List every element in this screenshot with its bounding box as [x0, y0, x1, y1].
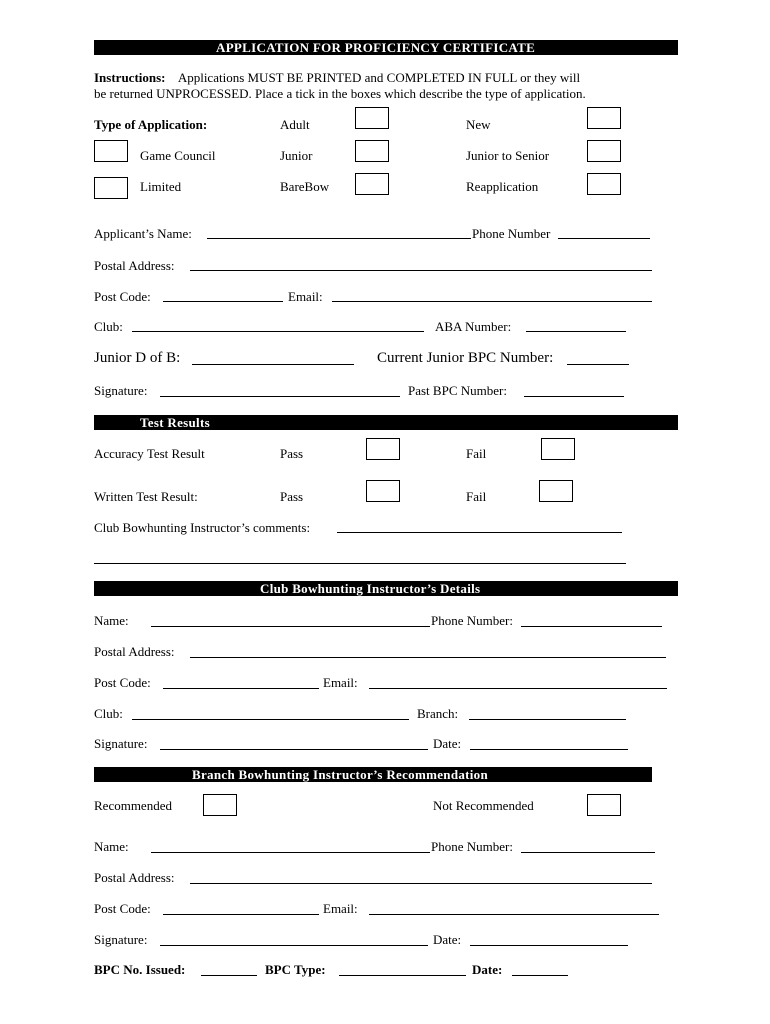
club-instructor-email-field[interactable] — [369, 688, 667, 689]
instructor-comments-field-2[interactable] — [94, 563, 626, 564]
current-junior-bpc-label: Current Junior BPC Number: — [377, 350, 554, 366]
past-bpc-field[interactable] — [524, 396, 624, 397]
option-limited-label: Limited — [140, 179, 182, 194]
branch-instructor-name-field[interactable] — [151, 852, 430, 853]
applicant-email-label: Email: — [288, 289, 323, 304]
checkbox-recommended[interactable] — [203, 794, 237, 816]
instructions-label: Instructions: — [94, 70, 166, 85]
type-of-application-label: Type of Application: — [94, 117, 208, 132]
club-instructor-branch-field[interactable] — [469, 719, 626, 720]
not-recommended-label: Not Recommended — [433, 798, 534, 813]
club-instructor-branch-label: Branch: — [417, 706, 459, 721]
written-fail-label: Fail — [466, 489, 487, 504]
branch-instructor-phone-label: Phone Number: — [431, 839, 513, 854]
applicant-phone-label: Phone Number — [472, 226, 551, 241]
branch-instructor-name-label: Name: — [94, 839, 129, 854]
instructions-line2: be returned UNPROCESSED. Place a tick in the boxes which describe the type of application. — [94, 86, 586, 101]
junior-dob-label: Junior D of B: — [94, 350, 181, 366]
option-adult-label: Adult — [280, 117, 310, 132]
club-instructor-name-field[interactable] — [151, 626, 430, 627]
checkbox-limited[interactable] — [94, 177, 128, 199]
applicant-phone-field[interactable] — [558, 238, 650, 239]
checkbox-game-council[interactable] — [94, 140, 128, 162]
accuracy-pass-label: Pass — [280, 446, 304, 461]
checkbox-barebow[interactable] — [355, 173, 389, 195]
form-title-bar — [94, 40, 678, 55]
checkbox-written-fail[interactable] — [539, 480, 573, 502]
written-pass-label: Pass — [280, 489, 304, 504]
club-instructor-heading: Club Bowhunting Instructor’s Details — [260, 581, 481, 596]
form-title: APPLICATION FOR PROFICIENCY CERTIFICATE — [216, 40, 536, 55]
option-reapplication-label: Reapplication — [466, 179, 539, 194]
option-game-council-label: Game Council — [140, 148, 216, 163]
club-instructor-postal-address-field[interactable] — [190, 657, 666, 658]
branch-instructor-email-label: Email: — [323, 901, 358, 916]
checkbox-junior-to-senior[interactable] — [587, 140, 621, 162]
branch-instructor-bar — [94, 767, 652, 782]
footer-date-label: Date: — [472, 962, 503, 977]
checkbox-reapplication[interactable] — [587, 173, 621, 195]
branch-instructor-postal-address-field[interactable] — [190, 883, 652, 884]
applicant-email-field[interactable] — [332, 301, 652, 302]
test-results-heading: Test Results — [140, 415, 210, 430]
checkbox-new[interactable] — [587, 107, 621, 129]
club-instructor-signature-field[interactable] — [160, 749, 428, 750]
branch-instructor-date-label: Date: — [433, 932, 462, 947]
option-barebow-label: BareBow — [280, 179, 330, 194]
bpc-type-label: BPC Type: — [265, 962, 326, 977]
branch-instructor-signature-label: Signature: — [94, 932, 148, 947]
club-instructor-email-label: Email: — [323, 675, 358, 690]
checkbox-junior[interactable] — [355, 140, 389, 162]
bpc-type-field[interactable] — [339, 975, 466, 976]
branch-instructor-post-code-label: Post Code: — [94, 901, 151, 916]
branch-instructor-signature-field[interactable] — [160, 945, 428, 946]
club-instructor-date-label: Date: — [433, 736, 462, 751]
branch-instructor-date-field[interactable] — [470, 945, 628, 946]
applicant-name-label: Applicant’s Name: — [94, 226, 192, 241]
instructions-line1: Applications MUST BE PRINTED and COMPLETED IN FULL or they will — [177, 70, 581, 85]
bpc-issued-field[interactable] — [201, 975, 257, 976]
branch-instructor-postal-address-label: Postal Address: — [94, 870, 175, 885]
club-instructor-post-code-field[interactable] — [163, 688, 319, 689]
branch-instructor-heading: Branch Bowhunting Instructor’s Recommendation — [192, 767, 489, 782]
junior-dob-field[interactable] — [192, 364, 354, 365]
instructor-comments-label: Club Bowhunting Instructor’s comments: — [94, 520, 311, 535]
current-junior-bpc-field[interactable] — [567, 364, 629, 365]
applicant-postal-address-label: Postal Address: — [94, 258, 175, 273]
club-instructor-phone-field[interactable] — [521, 626, 662, 627]
club-instructor-club-field[interactable] — [132, 719, 409, 720]
test-results-bar — [94, 415, 678, 430]
accuracy-fail-label: Fail — [466, 446, 487, 461]
applicant-aba-number-field[interactable] — [526, 331, 626, 332]
club-instructor-phone-label: Phone Number: — [431, 613, 513, 628]
applicant-club-label: Club: — [94, 319, 123, 334]
footer-date-field[interactable] — [512, 975, 568, 976]
applicant-post-code-label: Post Code: — [94, 289, 151, 304]
checkbox-adult[interactable] — [355, 107, 389, 129]
written-test-label: Written Test Result: — [94, 489, 198, 504]
branch-instructor-post-code-field[interactable] — [163, 914, 319, 915]
checkbox-accuracy-pass[interactable] — [366, 438, 400, 460]
instructor-comments-field-1[interactable] — [337, 532, 622, 533]
applicant-signature-label: Signature: — [94, 383, 148, 398]
applicant-postal-address-field[interactable] — [190, 270, 652, 271]
applicant-club-field[interactable] — [132, 331, 424, 332]
applicant-signature-field[interactable] — [160, 396, 400, 397]
club-instructor-signature-label: Signature: — [94, 736, 148, 751]
branch-instructor-email-field[interactable] — [369, 914, 659, 915]
checkbox-written-pass[interactable] — [366, 480, 400, 502]
club-instructor-postal-address-label: Postal Address: — [94, 644, 175, 659]
club-instructor-bar — [94, 581, 678, 596]
bpc-issued-label: BPC No. Issued: — [94, 962, 186, 977]
club-instructor-date-field[interactable] — [470, 749, 628, 750]
applicant-aba-number-label: ABA Number: — [435, 319, 512, 334]
club-instructor-club-label: Club: — [94, 706, 123, 721]
club-instructor-post-code-label: Post Code: — [94, 675, 151, 690]
checkbox-not-recommended[interactable] — [587, 794, 621, 816]
option-junior-label: Junior — [280, 148, 313, 163]
recommended-label: Recommended — [94, 798, 172, 813]
option-junior-to-senior-label: Junior to Senior — [466, 148, 550, 163]
applicant-name-field[interactable] — [207, 238, 471, 239]
past-bpc-label: Past BPC Number: — [408, 383, 507, 398]
accuracy-test-label: Accuracy Test Result — [94, 446, 205, 461]
club-instructor-name-label: Name: — [94, 613, 129, 628]
option-new-label: New — [466, 117, 491, 132]
applicant-post-code-field[interactable] — [163, 301, 283, 302]
instructions-block — [94, 71, 580, 84]
branch-instructor-phone-field[interactable] — [521, 852, 655, 853]
checkbox-accuracy-fail[interactable] — [541, 438, 575, 460]
